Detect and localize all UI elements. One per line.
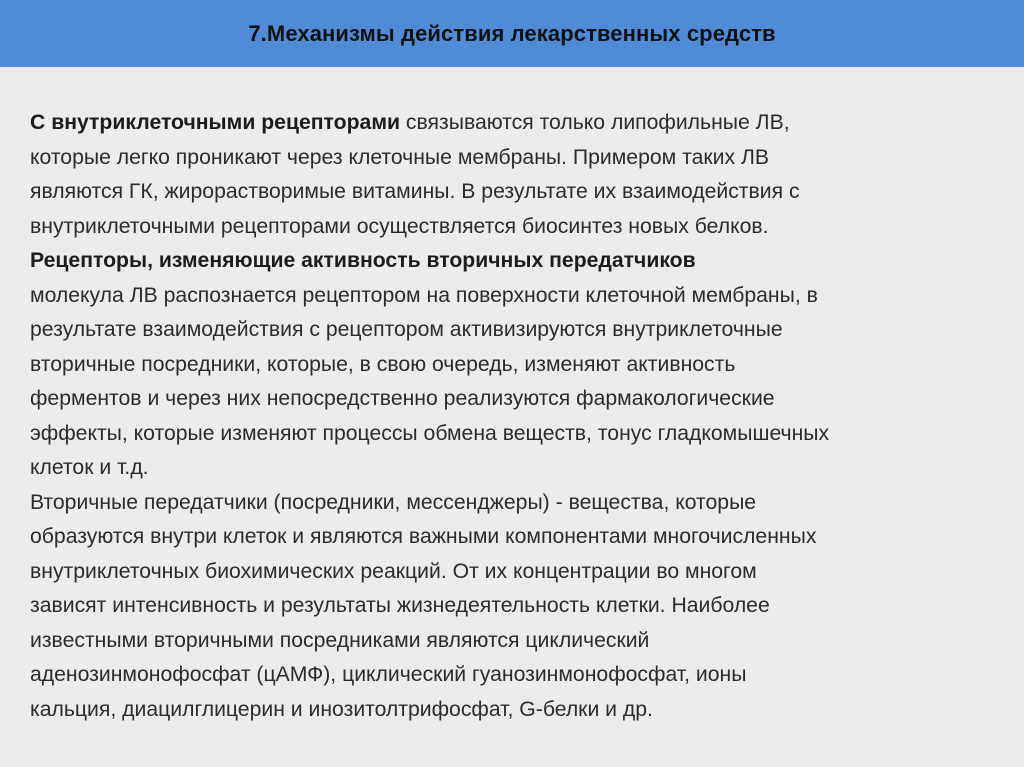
slide-body bbox=[30, 106, 1015, 727]
body-line bbox=[30, 589, 1015, 624]
body-line bbox=[30, 451, 1015, 486]
body-text: кальция, диацилглицерин и инозитолтрифосфат, G-белки и др. bbox=[30, 697, 653, 721]
body-line bbox=[30, 555, 1015, 590]
body-line bbox=[30, 693, 1015, 728]
body-line bbox=[30, 313, 1015, 348]
body-line bbox=[30, 106, 1015, 141]
body-line bbox=[30, 348, 1015, 383]
body-text: клеток и т.д. bbox=[30, 456, 149, 479]
body-text: связываются только липофильные ЛВ, bbox=[400, 111, 790, 134]
body-text: которые легко проникают через клеточные мембраны. Примером таких ЛВ bbox=[30, 145, 769, 169]
body-line bbox=[30, 175, 1015, 210]
body-line bbox=[30, 382, 1015, 417]
body-text: внутриклеточных биохимических реакций. От их концентрации во многом bbox=[30, 559, 757, 583]
body-text: образуются внутри клеток и являются важными компонентами многочисленных bbox=[30, 525, 817, 548]
body-line bbox=[30, 141, 1015, 176]
body-text: являются ГК, жирорастворимые витамины. В результате их взаимодействия с bbox=[30, 180, 800, 203]
body-text: внутриклеточными рецепторами осуществляется биосинтез новых белков. bbox=[30, 214, 769, 238]
body-text: Вторичные передатчики (посредники, мессенджеры) - вещества, которые bbox=[30, 490, 757, 514]
body-text: известными вторичными посредниками являются циклический bbox=[30, 628, 650, 652]
body-line bbox=[30, 279, 1015, 314]
slide-header bbox=[0, 0, 1024, 67]
body-line bbox=[30, 244, 1015, 279]
body-text: молекула ЛВ распознается рецептором на поверхности клеточной мембраны, в bbox=[30, 283, 818, 307]
body-line bbox=[30, 486, 1015, 521]
body-text: ферментов и через них непосредственно реализуются фармакологические bbox=[30, 387, 775, 410]
slide-title: 7.Механизмы действия лекарственных средств bbox=[248, 20, 776, 46]
bold-heading: Рецепторы, изменяющие активность вторичных передатчиков bbox=[30, 249, 696, 272]
body-line bbox=[30, 624, 1015, 659]
body-text: эффекты, которые изменяют процессы обмена веществ, тонус гладкомышечных bbox=[30, 421, 830, 445]
body-line bbox=[30, 658, 1015, 693]
body-text: вторичные посредники, которые, в свою очередь, изменяют активность bbox=[30, 352, 736, 376]
body-text: результате взаимодействия с рецептором активизируются внутриклеточные bbox=[30, 318, 783, 341]
body-line bbox=[30, 210, 1015, 245]
body-line bbox=[30, 417, 1015, 452]
bold-phrase: С внутриклеточными рецепторами bbox=[30, 111, 401, 134]
body-text: зависят интенсивность и результаты жизнедеятельность клетки. Наиболее bbox=[30, 594, 770, 617]
body-text: аденозинмонофосфат (цАМФ), циклический гуанозинмонофосфат, ионы bbox=[30, 663, 747, 686]
body-line bbox=[30, 520, 1015, 555]
